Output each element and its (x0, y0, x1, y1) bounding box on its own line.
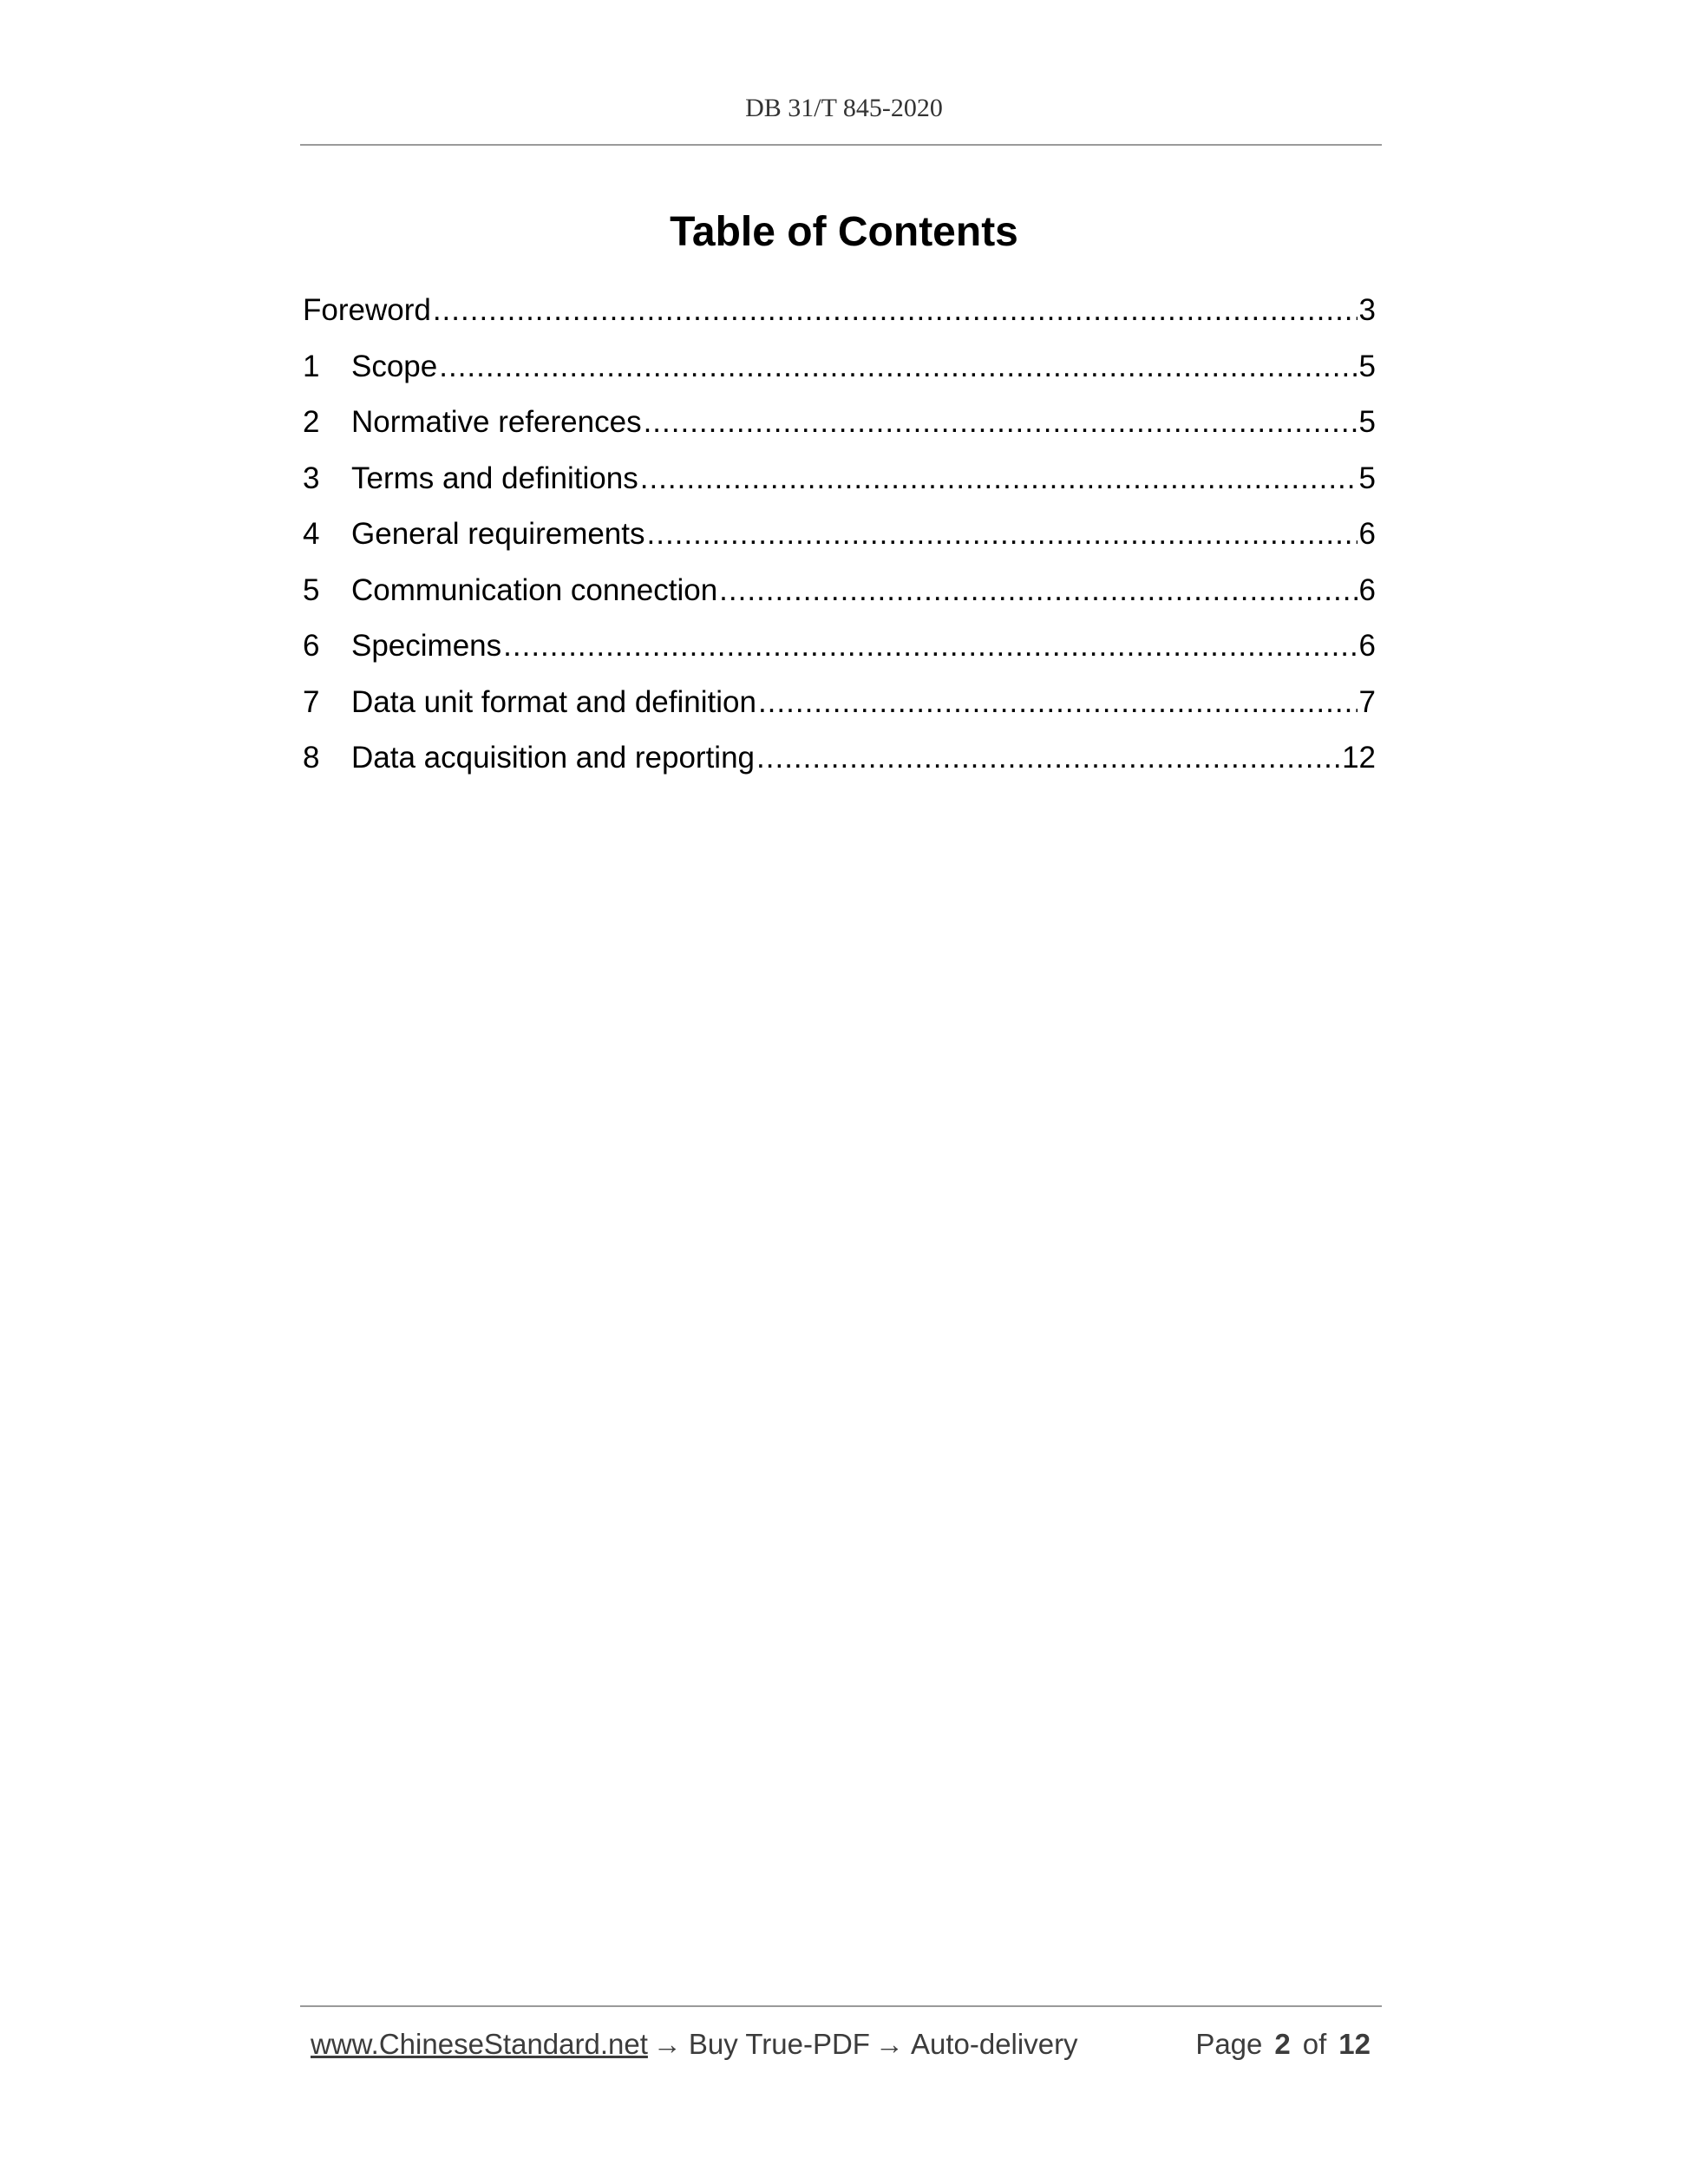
buy-true-pdf-text: Buy True-PDF (688, 2028, 870, 2060)
toc-entry-number: 1 (303, 349, 320, 383)
document-code: DB 31/T 845-2020 (745, 94, 943, 122)
toc-leader-dots (756, 730, 1340, 786)
toc-entry-page: 5 (1358, 461, 1376, 495)
toc-entry-label: Foreword (303, 293, 431, 327)
toc-entry-number: 6 (303, 629, 320, 663)
toc-entry-foreword[interactable] (303, 283, 1376, 339)
toc-leader-dots (647, 507, 1358, 562)
toc-entry-page: 5 (1358, 349, 1376, 383)
toc-entry-page: 7 (1358, 684, 1376, 719)
toc-entry-page: 12 (1342, 741, 1376, 775)
toc-entry-number: 7 (303, 684, 320, 719)
total-pages-number: 12 (1338, 2028, 1371, 2060)
toc-entry-number: 4 (303, 517, 320, 551)
toc-entry-label: Normative references (351, 405, 642, 439)
toc-leader-dots (640, 451, 1358, 507)
toc-leader-dots (758, 675, 1358, 730)
footer-divider (300, 2005, 1382, 2007)
toc-entry-label: General requirements (351, 517, 645, 551)
toc-entry-terms-and-definitions[interactable] (303, 451, 1376, 507)
toc-entry-page: 5 (1358, 405, 1376, 439)
toc-entry-number: 2 (303, 405, 320, 439)
toc-entry-scope[interactable] (303, 339, 1376, 396)
toc-leader-dots (433, 283, 1358, 338)
page-footer (311, 2023, 1371, 2066)
toc-entry-data-acquisition[interactable] (303, 730, 1376, 787)
toc-entry-page: 6 (1358, 629, 1376, 663)
footer-promo (311, 2023, 1078, 2066)
toc-list (303, 283, 1376, 787)
toc-leader-dots (644, 395, 1358, 450)
page-indicator (1195, 2023, 1371, 2066)
toc-entry-number: 5 (303, 572, 320, 607)
toc-entry-label: Specimens (351, 629, 502, 663)
toc-entry-general-requirements[interactable] (303, 507, 1376, 563)
toc-entry-page: 3 (1358, 293, 1376, 327)
of-label: of (1302, 2028, 1327, 2060)
toc-entry-label: Data unit format and definition (351, 684, 756, 719)
toc-entry-label: Terms and definitions (351, 461, 638, 495)
toc-leader-dots (503, 618, 1357, 674)
header-divider (300, 144, 1382, 146)
toc-entry-label: Communication connection (351, 572, 718, 607)
toc-entry-specimens[interactable] (303, 618, 1376, 675)
toc-entry-data-unit-format[interactable] (303, 675, 1376, 731)
site-link[interactable]: www.ChineseStandard.net (311, 2028, 648, 2060)
current-page-number: 2 (1274, 2028, 1291, 2060)
auto-delivery-text: Auto-delivery (910, 2028, 1078, 2060)
toc-entry-communication-connection[interactable] (303, 563, 1376, 619)
toc-leader-dots (719, 563, 1357, 618)
toc-entry-number: 3 (303, 461, 320, 495)
toc-leader-dots (439, 339, 1357, 395)
arrow-right-icon: → (874, 2028, 904, 2060)
page-label: Page (1195, 2028, 1263, 2060)
arrow-right-icon: → (652, 2028, 682, 2060)
toc-title: Table of Contents (670, 209, 1018, 255)
toc-entry-page: 6 (1358, 572, 1376, 607)
toc-entry-page: 6 (1358, 517, 1376, 551)
toc-entry-normative-references[interactable] (303, 395, 1376, 451)
toc-entry-number: 8 (303, 741, 320, 775)
toc-entry-label: Data acquisition and reporting (351, 741, 756, 775)
toc-entry-label: Scope (351, 349, 438, 383)
